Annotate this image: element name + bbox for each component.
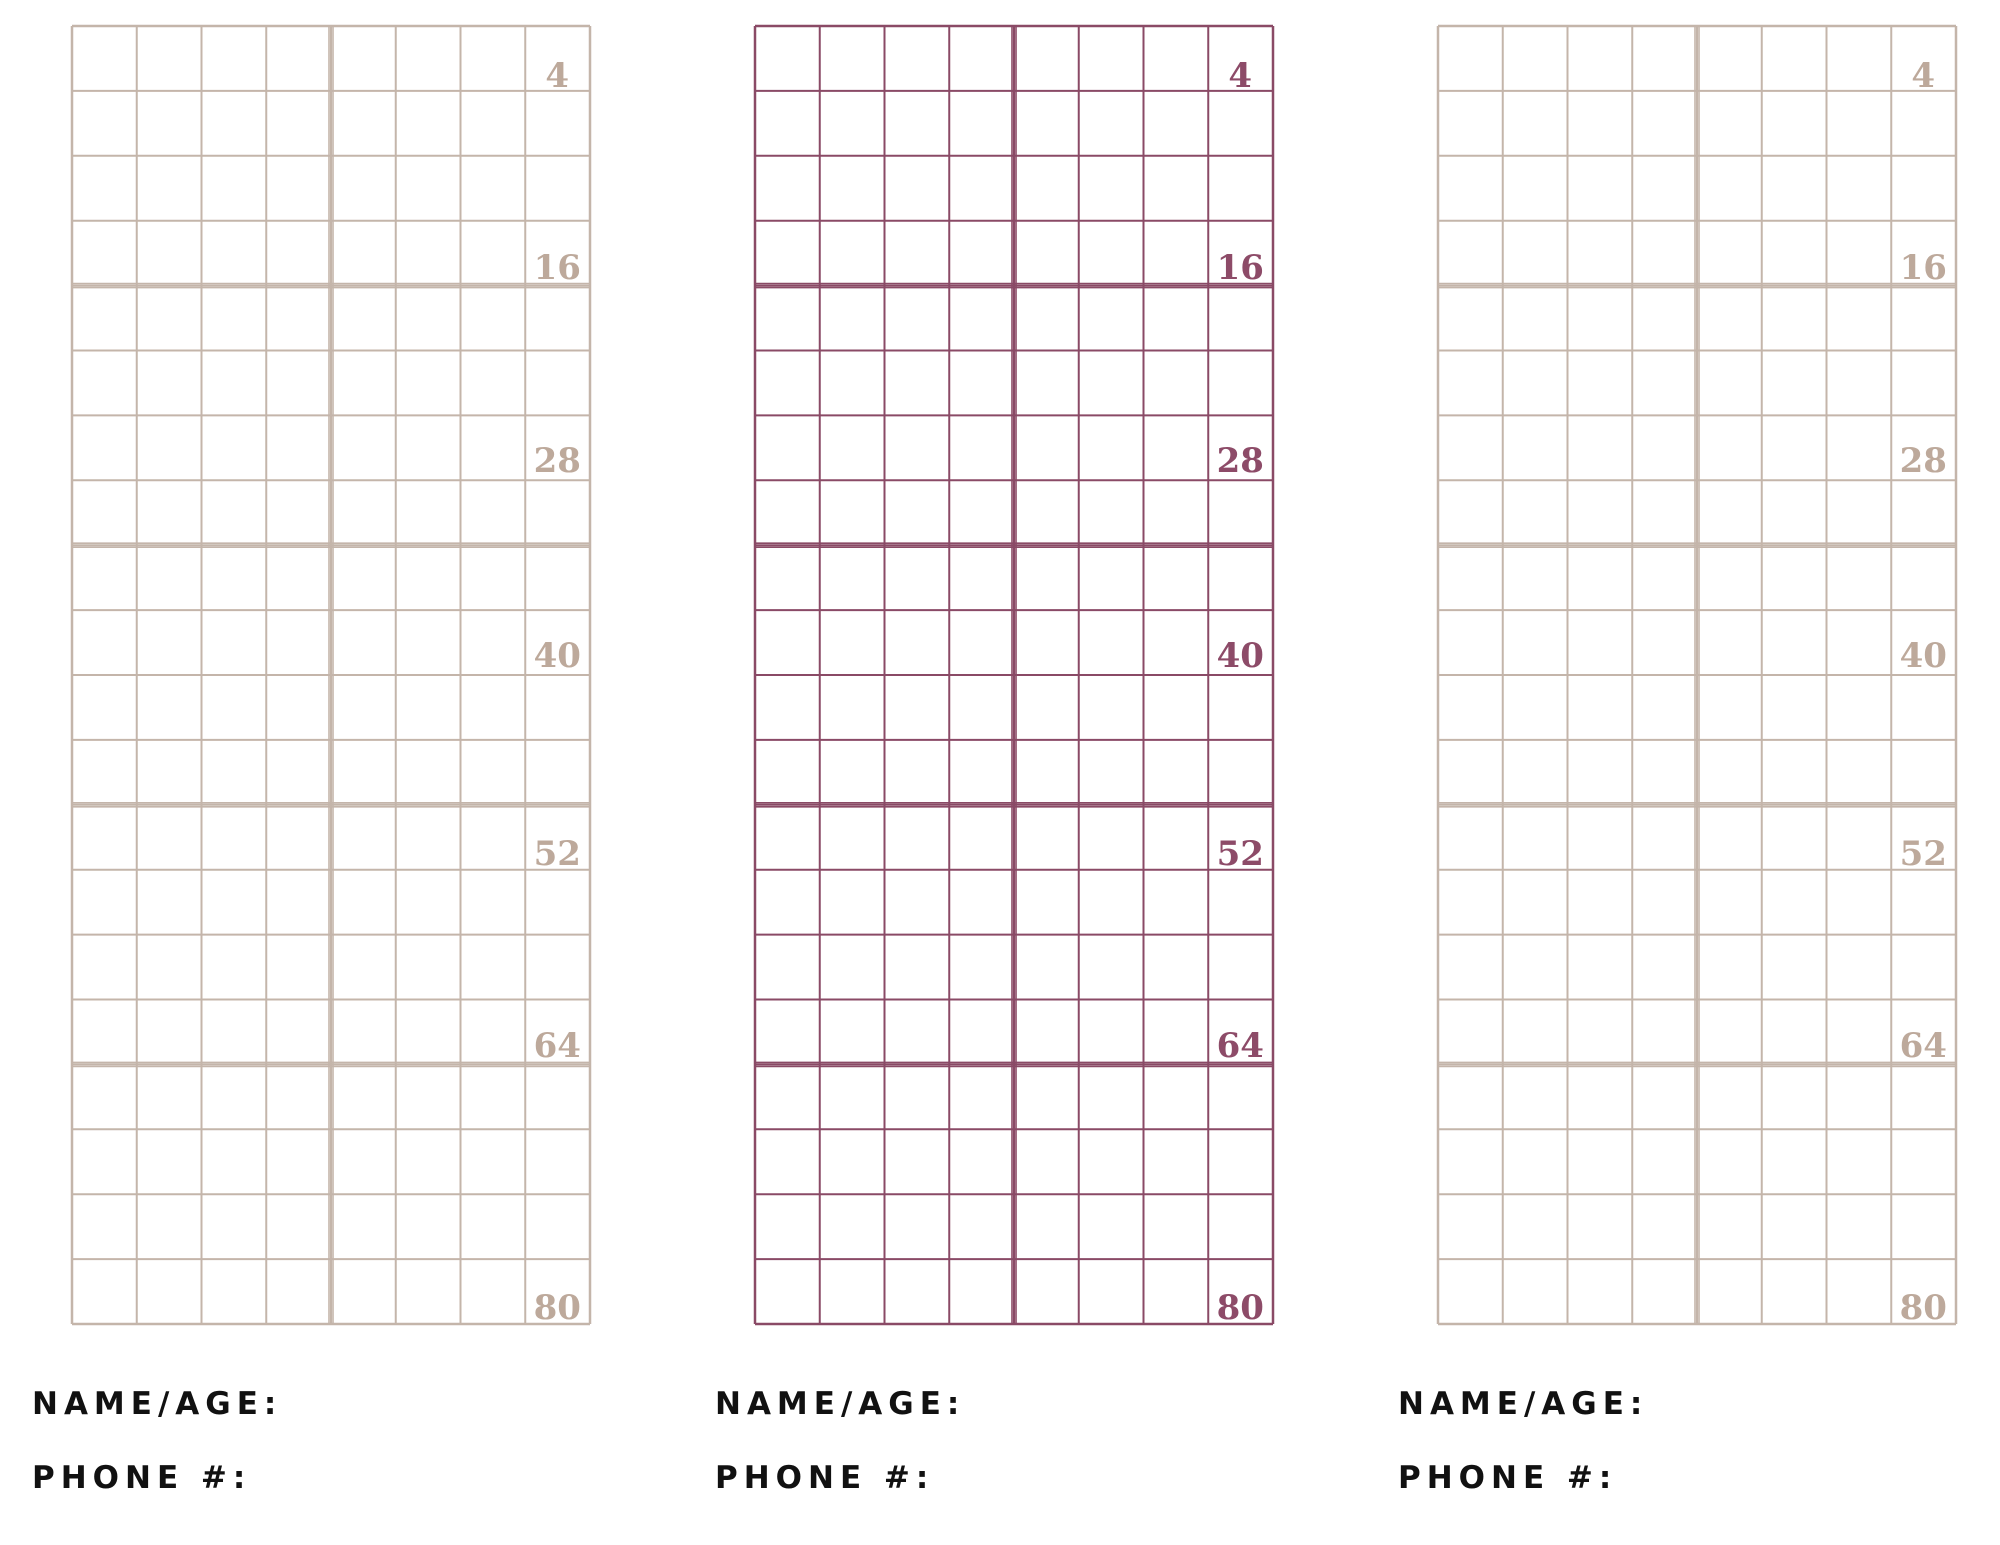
grid-lines-3 bbox=[1438, 26, 1956, 1324]
grid-card-2 bbox=[755, 26, 1273, 1328]
bingo-grid-2 bbox=[755, 26, 1273, 1328]
row-number-64: 64 bbox=[1216, 1026, 1264, 1066]
name-age-label-3: NAME/AGE: bbox=[1398, 1386, 1649, 1422]
grid-lines-1 bbox=[72, 26, 590, 1324]
row-number-28: 28 bbox=[533, 441, 581, 481]
grid-lines-2 bbox=[755, 26, 1273, 1324]
name-age-label-2: NAME/AGE: bbox=[715, 1386, 966, 1422]
name-age-label-1: NAME/AGE: bbox=[32, 1386, 283, 1422]
row-number-16: 16 bbox=[1216, 248, 1264, 288]
row-number-4: 4 bbox=[1911, 56, 1936, 96]
row-number-80: 80 bbox=[1216, 1288, 1264, 1328]
phone-label-2: PHONE #: bbox=[715, 1460, 935, 1496]
row-number-4: 4 bbox=[1228, 56, 1253, 96]
row-number-52: 52 bbox=[1216, 834, 1264, 874]
row-number-40: 40 bbox=[1899, 636, 1947, 676]
row-number-80: 80 bbox=[533, 1288, 581, 1328]
row-number-64: 64 bbox=[1899, 1026, 1947, 1066]
bingo-grid-3 bbox=[1438, 26, 1956, 1328]
row-number-52: 52 bbox=[533, 834, 581, 874]
row-number-16: 16 bbox=[1899, 248, 1947, 288]
row-number-80: 80 bbox=[1899, 1288, 1947, 1328]
phone-label-1: PHONE #: bbox=[32, 1460, 252, 1496]
row-number-28: 28 bbox=[1216, 441, 1264, 481]
bingo-grid-1 bbox=[72, 26, 590, 1328]
row-number-28: 28 bbox=[1899, 441, 1947, 481]
row-number-64: 64 bbox=[533, 1026, 581, 1066]
row-number-40: 40 bbox=[533, 636, 581, 676]
row-number-16: 16 bbox=[533, 248, 581, 288]
row-number-4: 4 bbox=[545, 56, 570, 96]
row-number-40: 40 bbox=[1216, 636, 1264, 676]
grid-card-1 bbox=[72, 26, 590, 1328]
phone-label-3: PHONE #: bbox=[1398, 1460, 1618, 1496]
row-number-52: 52 bbox=[1899, 834, 1947, 874]
grid-card-3 bbox=[1438, 26, 1956, 1328]
